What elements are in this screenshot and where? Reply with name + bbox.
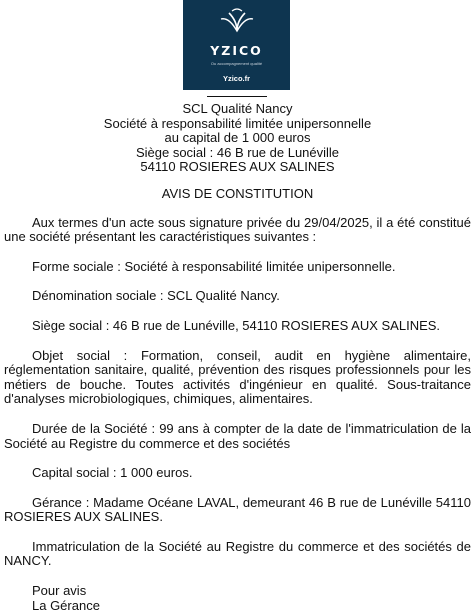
logo-tagline: Ou accompagnement qualité [210,61,263,66]
signature-block [4,584,471,613]
notice-title: AVIS DE CONSTITUTION [161,185,314,201]
legal-notice [4,102,471,613]
yzico-logo [183,0,290,90]
company-capital: au capital de 1 000 euros [164,130,311,146]
company-type: Société à responsabilité limitée unipersonnelle [103,115,372,131]
logo-brand-name: YZICO [210,43,263,58]
objet-social: Objet social : Formation, conseil, audit en hygiène alimentaire, réglementation sanitaire, qualité, prévention des risques professionnels pour les métiers de bouche. Toutes activités d'ingénieur en qualité. Sous-traitance d'analyses microbiologiques, chimiques, alimentaires. [4,347,471,407]
company-header [4,102,471,175]
logo-website: Yzico.fr [222,74,251,83]
capital-social: Capital social : 1 000 euros. [32,465,193,481]
company-address: Siège social : 46 B rue de Lunéville [135,144,340,160]
intro-paragraph: Aux termes d'un acte sous signature privée du 29/04/2025, il a été constitué une société présentant les caractéristiques suivantes : [4,214,471,245]
signature-line-2: La Gérance [32,597,100,613]
yzico-emblem-icon [217,7,257,39]
duree-societe: Durée de la Société : 99 ans à compter de la date de l'immatriculation de la Société au Registre du commerce et des sociétés [4,420,471,451]
siege-social: Siège social : 46 B rue de Lunéville, 54110 ROSIERES AUX SALINES. [32,317,441,333]
immatriculation: Immatriculation de la Société au Registre du commerce et des sociétés de NANCY. [4,538,471,569]
company-name: SCL Qualité Nancy [182,101,293,116]
forme-sociale: Forme sociale : Société à responsabilité limitée unipersonnelle. [32,258,396,274]
signature-line-1: Pour avis [32,583,87,599]
header-divider [207,96,267,97]
company-city: 54110 ROSIERES AUX SALINES [140,159,335,175]
gerance: Gérance : Madame Océane LAVAL, demeurant 46 B rue de Lunéville 54110 ROSIERES AUX SALINES. [4,494,471,525]
denomination-sociale: Dénomination sociale : SCL Qualité Nancy. [32,288,280,304]
